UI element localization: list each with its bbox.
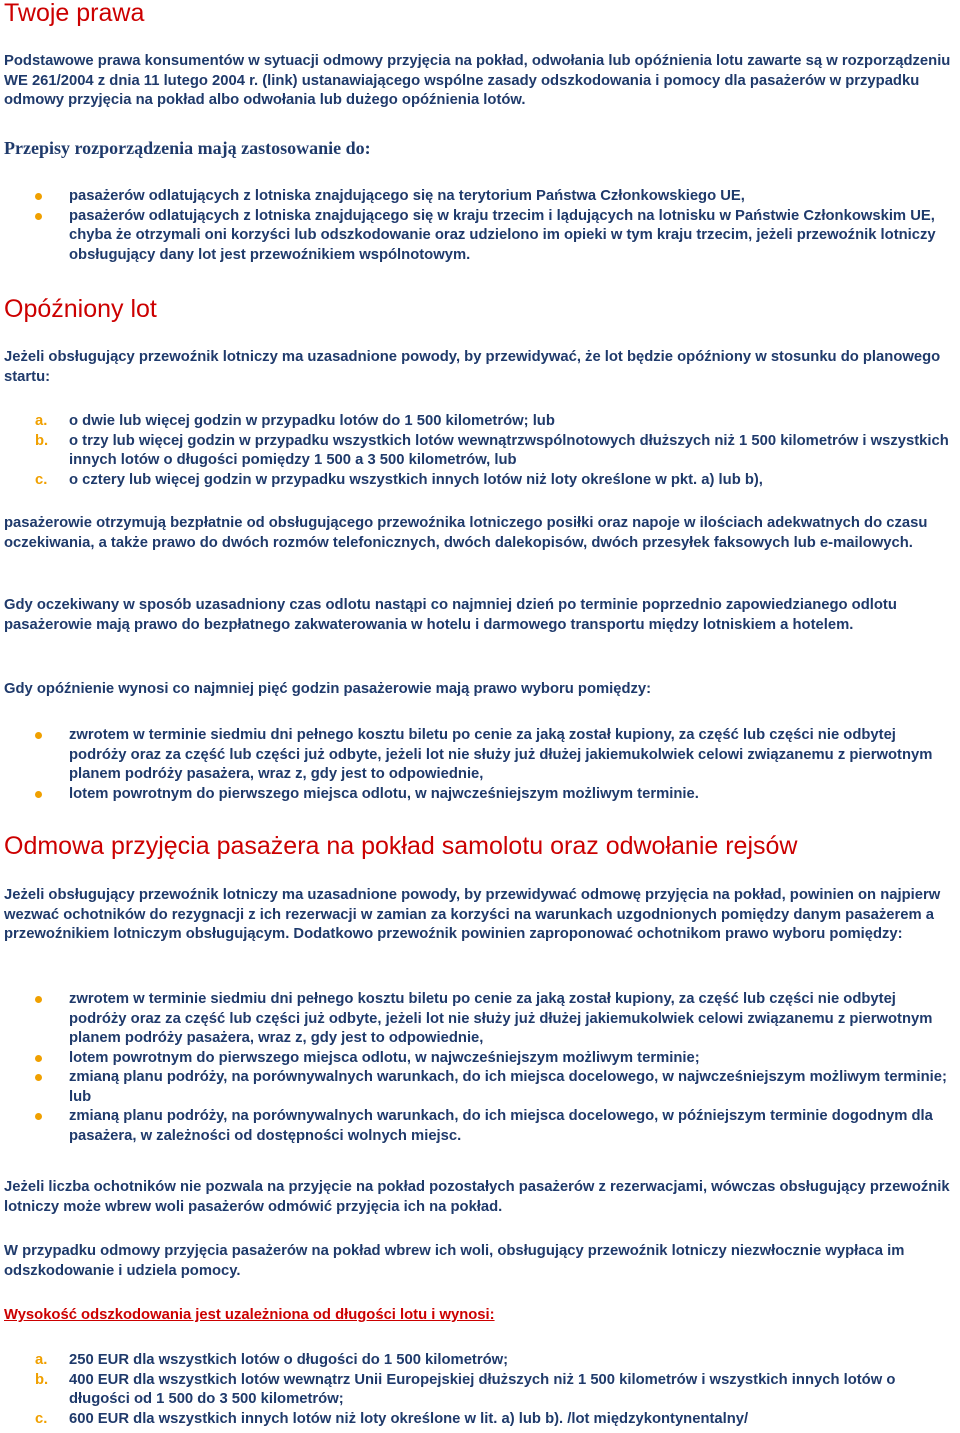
list-item: c. o cztery lub więcej godzin w przypadku wszystkich innych lotów niż loty określone w pkt. a) lub b),: [4, 471, 956, 491]
not-enough-volunteers-paragraph: Jeżeli liczba ochotników nie pozwala na przyjęcie na pokład pozostałych pasażerów z rezerwacjami, wówczas obsługujący przewoźnik lotniczy może wbrew woli pasażerów odmówić przyjęcia ich na pokład.: [4, 1179, 950, 1215]
list-item: zwrotem w terminie siedmiu dni pełnego kosztu biletu po cenie za jaką został kupiony, za część lub części nie odbytej podróży oraz za część lub części już odbyte, jeżeli lot nie służy już dłużej jakiemukolwiek celowi związanemu z pierwotnym planem podróży pasażera, wraz z, gdy jest to odpowiednie,: [4, 726, 956, 785]
compensation-heading: Wysokość odszkodowania jest uzależniona od długości lotu i wynosi:: [4, 1307, 495, 1323]
bullet-icon: [35, 791, 42, 798]
bullet-icon: [35, 996, 42, 1003]
list-item: lotem powrotnym do pierwszego miejsca odlotu, w najwcześniejszym możliwym terminie.: [4, 785, 956, 805]
list-marker: a.: [35, 413, 48, 429]
scope-list: [4, 187, 956, 265]
intro-paragraph: Podstawowe prawa konsumentów w sytuacji odmowy przyjęcia na pokład, odwołania lub opóźnienia lotu zawarte są w rozporządzeniu WE 261/2004 z dnia 11 lutego 2004 r. (link) ustanawiającego wspólne zasady odszkodowania i pomocy dla pasażerów w przypadku odmowy przyjęcia na pokład albo odwołania lub dużego opóźnienia lotów.: [4, 53, 951, 108]
list-item: lotem powrotnym do pierwszego miejsca odlotu, w najwcześniejszym możliwym terminie;: [4, 1049, 956, 1069]
list-item: c. 600 EUR dla wszystkich innych lotów niż loty określone w lit. a) lub b). /lot międzykontynentalny/: [4, 1410, 956, 1430]
list-item: b. 400 EUR dla wszystkich lotów wewnątrz Unii Europejskiej dłuższych niż 1 500 kilometrów i wszystkich innych lotów o długości od 1 500 do 3 500 kilometrów;: [35, 1371, 896, 1407]
five-hours-paragraph: Gdy opóźnienie wynosi co najmniej pięć godzin pasażerowie mają prawo wyboru pomiędzy:: [4, 681, 652, 697]
list-item: zwrotem w terminie siedmiu dni pełnego kosztu biletu po cenie za jaką został kupiony, za część lub części nie odbytej podróży oraz za część lub części już odbyte, jeżeli lot nie służy już dłużej jakiemukolwiek celowi związanemu z pierwotnym planem podróży pasażera, wraz z, gdy jest to odpowiednie,: [4, 990, 956, 1049]
list-item: b. o trzy lub więcej godzin w przypadku wszystkich lotów wewnątrzwspólnotowych dłuższych niż 1 500 kilometrów i wszystkich innych lotów o długości pomiędzy 1 500 a 3 500 kilometrów, lub: [35, 432, 949, 468]
list-item: a. o dwie lub więcej godzin w przypadku lotów do 1 500 kilometrów; lub: [4, 412, 956, 432]
delay-heading: Opóźniony lot: [4, 295, 157, 323]
list-item: pasażerów odlatujących z lotniska znajdującego się na terytorium Państwa Członkowskiego UE,: [4, 187, 956, 207]
list-marker: b.: [35, 432, 49, 449]
list-marker: b.: [35, 1371, 49, 1388]
bullet-icon: [35, 193, 42, 200]
compensation-list: [4, 1351, 956, 1429]
denied-choices-list: [4, 990, 956, 1146]
denied-heading: Odmowa przyjęcia pasażera na pokład samolotu oraz odwołanie rejsów: [4, 832, 798, 860]
page-title: Twoje prawa: [4, 0, 145, 27]
delay-choices-list: [4, 726, 956, 804]
delay-cases-list: [4, 412, 956, 490]
list-item: pasażerów odlatujących z lotniska znajdującego się w kraju trzecim i lądujących na lotnisku w Państwie Członkowskim UE, chyba że otrzymali oni korzyści lub odszkodowanie oraz udzielono im opieki w tym kraju trzecim, jeżeli przewoźnik lotniczy obsługujący dany lot jest przewoźnikiem wspólnotowym.: [4, 207, 956, 266]
against-will-paragraph: W przypadku odmowy przyjęcia pasażerów na pokład wbrew ich woli, obsługujący przewoźnik lotniczy niezwłocznie wypłaca im odszkodowanie i udziela pomocy.: [4, 1243, 905, 1279]
denied-intro: Jeżeli obsługujący przewoźnik lotniczy ma uzasadnione powody, by przewidywać odmowę przyjęcia na pokład, powinien on najpierw wezwać ochotników do rezygnacji z ich rezerwacji w zamian za korzyści na warunkach uzgodnionych pomiędzy danym pasażerem a przewoźnikiem lotniczym obsługującym. Dodatkowo przewoźnik powinien zaproponować ochotnikom prawo wyboru pomiędzy:: [4, 887, 941, 942]
list-item: zmianą planu podróży, na porównywalnych warunkach, do ich miejsca docelowego, w późniejszym terminie dogodnym dla pasażera, w zależności od dostępności wolnych miejsc.: [4, 1107, 956, 1146]
list-marker: c.: [35, 471, 48, 488]
list-marker: c.: [35, 1410, 48, 1427]
list-item: zmianą planu podróży, na porównywalnych warunkach, do ich miejsca docelowego, w najwcześniejszym możliwym terminie; lub: [4, 1068, 956, 1107]
delay-intro: Jeżeli obsługujący przewoźnik lotniczy ma uzasadnione powody, by przewidywać, że lot będzie opóźniony w stosunku do planowego startu:: [4, 349, 941, 385]
bullet-icon: [35, 1074, 42, 1081]
meals-paragraph: pasażerowie otrzymują bezpłatnie od obsługującego przewoźnika lotniczego posiłki oraz napoje w ilościach adekwatnych do czasu oczekiwania, a także prawo do dwóch rozmów telefonicznych, dwóch dalekopisów, dwóch przesyłek faksowych lub e-mailowych.: [4, 515, 928, 551]
list-marker: a.: [35, 1352, 48, 1368]
bullet-icon: [35, 1113, 42, 1120]
bullet-icon: [35, 732, 42, 739]
list-item: a. 250 EUR dla wszystkich lotów o długości do 1 500 kilometrów;: [4, 1351, 956, 1371]
bullet-icon: [35, 213, 42, 220]
scope-heading: Przepisy rozporządzenia mają zastosowanie do:: [4, 138, 371, 158]
hotel-paragraph: Gdy oczekiwany w sposób uzasadniony czas odlotu nastąpi co najmniej dzień po terminie poprzednio zapowiedzianego odlotu pasażerowie mają prawo do bezpłatnego zakwaterowania w hotelu i darmowego transportu między lotniskiem a hotelem.: [4, 597, 897, 633]
bullet-icon: [35, 1055, 42, 1062]
